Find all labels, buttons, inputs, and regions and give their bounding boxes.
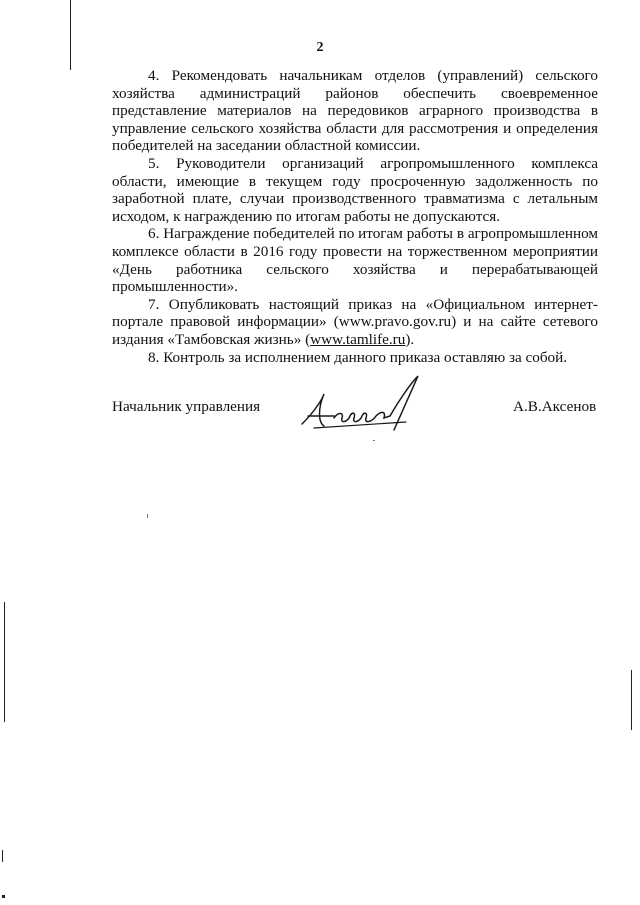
tamlife-link[interactable]: www.tamlife.ru <box>310 330 406 348</box>
text-line: комплексе области в 2016 году провести на торжественном мероприятии <box>112 242 598 260</box>
signer-name: А.В.Аксенов <box>513 398 597 415</box>
text-line: плате, случаи производственного травматизма с летальным исходом, к <box>112 190 599 225</box>
scan-edge-mark-corner <box>2 895 5 898</box>
paragraph-5 <box>112 155 598 225</box>
text-line: хозяйства администраций районов обеспечить своевременное <box>112 84 598 102</box>
text-line: 8. Контроль за исполнением данного приказа оставляю за собой. <box>148 348 568 366</box>
handwritten-signature <box>294 372 444 442</box>
scan-edge-line-right <box>631 670 632 730</box>
text-line: «День работника сельского хозяйства и перерабатывающей <box>112 260 598 278</box>
text-line: портале правовой информации» (www.pravo.gov.ru) и на сайте сетевого <box>112 313 598 331</box>
text-line: 5. Руководители организаций агропромышленного комплекса области, <box>112 154 598 190</box>
text-line: 6. Награждение победителей по итогам работы в агропромышленном <box>148 225 598 243</box>
text-line: 7. Опубликовать настоящий приказ на «Официальном интернет- <box>148 295 598 313</box>
text-line: имеющие в текущем году просроченную задолженность по заработной <box>112 172 599 208</box>
text-line: ). <box>405 330 415 348</box>
text-line: издания «Тамбовская жизнь» ( <box>112 330 311 348</box>
page-number: 2 <box>316 40 324 55</box>
paragraph-4 <box>112 67 598 155</box>
paragraph-8 <box>112 349 598 367</box>
text-line: награждению по итогам работы не допускаются. <box>184 207 501 225</box>
scan-edge-line-left <box>4 602 5 722</box>
order-body <box>112 67 598 366</box>
text-line: победителей на заседании областной комиссии. <box>112 137 421 155</box>
signer-title: Начальник управления <box>112 398 261 415</box>
scan-edge-line-top <box>70 0 71 70</box>
text-line: управление сельского хозяйства области для рассмотрения и определения <box>112 119 598 137</box>
paragraph-6 <box>112 225 598 295</box>
scan-speck <box>147 514 148 518</box>
scan-edge-mark-bottom <box>2 850 3 862</box>
text-line: 4. Рекомендовать начальникам отделов (управлений) сельского <box>148 67 598 84</box>
paragraph-7 <box>112 296 598 349</box>
text-line: промышленности». <box>112 278 238 296</box>
text-line: представление материалов на передовиков аграрного производства в <box>112 102 598 120</box>
